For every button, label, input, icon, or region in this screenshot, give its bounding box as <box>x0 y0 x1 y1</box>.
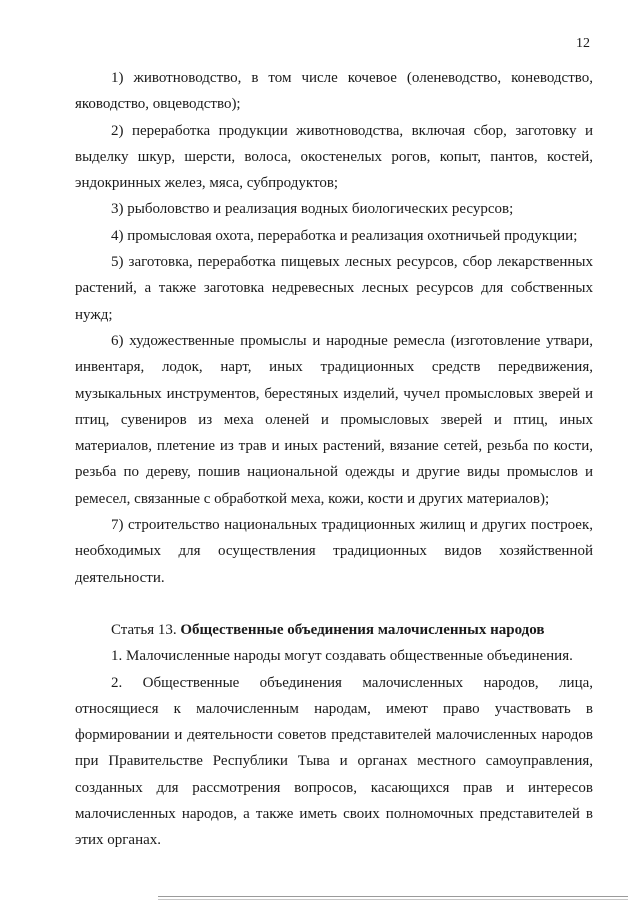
article-point-2: 2. Общественные объединения малочисленных народов, лица, относящиеся к малочисленным народам, имеют право участвовать в формировании и деятельности советов представителей малочисленных народов при Правительстве Республики Тыва и органах местного самоуправления, созданных для рассмотрения вопросов, касающихся прав и интересов малочисленных народов, а также иметь своих полномочных представителей в этих органах. <box>75 674 593 849</box>
list-item-5: 5) заготовка, переработка пищевых лесных ресурсов, сбор лекарственных растений, а также заготовка недревесных лесных ресурсов для собственных нужд; <box>75 254 593 323</box>
section-spacer <box>75 591 593 617</box>
list-item-2: 2) переработка продукции животноводства, включая сбор, заготовку и выделку шкур, шерсти, волоса, окостенелых рогов, копыт, пантов, костей, эндокринных желез, мяса, субпродуктов; <box>75 122 593 192</box>
document-body <box>75 65 593 854</box>
list-item-3: 3) рыболовство и реализация водных биологических ресурсов; <box>111 201 514 218</box>
list-item-4: 4) промысловая охота, переработка и реализация охотничьей продукции; <box>111 227 578 244</box>
article-point-1: 1. Малочисленные народы могут создавать общественные объединения. <box>111 648 573 665</box>
list-item-6: 6) художественные промыслы и народные ремесла (изготовление утвари, инвентаря, лодок, нарт, иных традиционных средств передвижения, музыкальных инструментов, берестяных изделий, чучел промысловых зверей и птиц, сувениров из меха оленей и промысловых зверей и птиц, иных материалов, плетение из трав и иных растений, вязание сетей, резьба по кости, резьба по дереву, пошив национальной одежды и другие виды промыслов и ремесел, связанные с обработкой меха, кожи, кости и других материалов); <box>75 332 593 507</box>
footer-rule <box>158 896 628 897</box>
list-item-7: 7) строительство национальных традиционных жилищ и других построек, необходимых для осуществления традиционных видов хозяйственной деятельности. <box>75 517 593 586</box>
article-title: Общественные объединения малочисленных народов <box>180 621 545 638</box>
list-item-1: 1) животноводство, в том числе кочевое (оленеводство, коневодство, яководство, овцеводство); <box>75 70 593 113</box>
article-label: Статья 13. <box>111 621 177 638</box>
article-heading <box>75 617 593 643</box>
page-number: 12 <box>576 36 590 51</box>
footer-rule-shadow <box>158 899 628 900</box>
